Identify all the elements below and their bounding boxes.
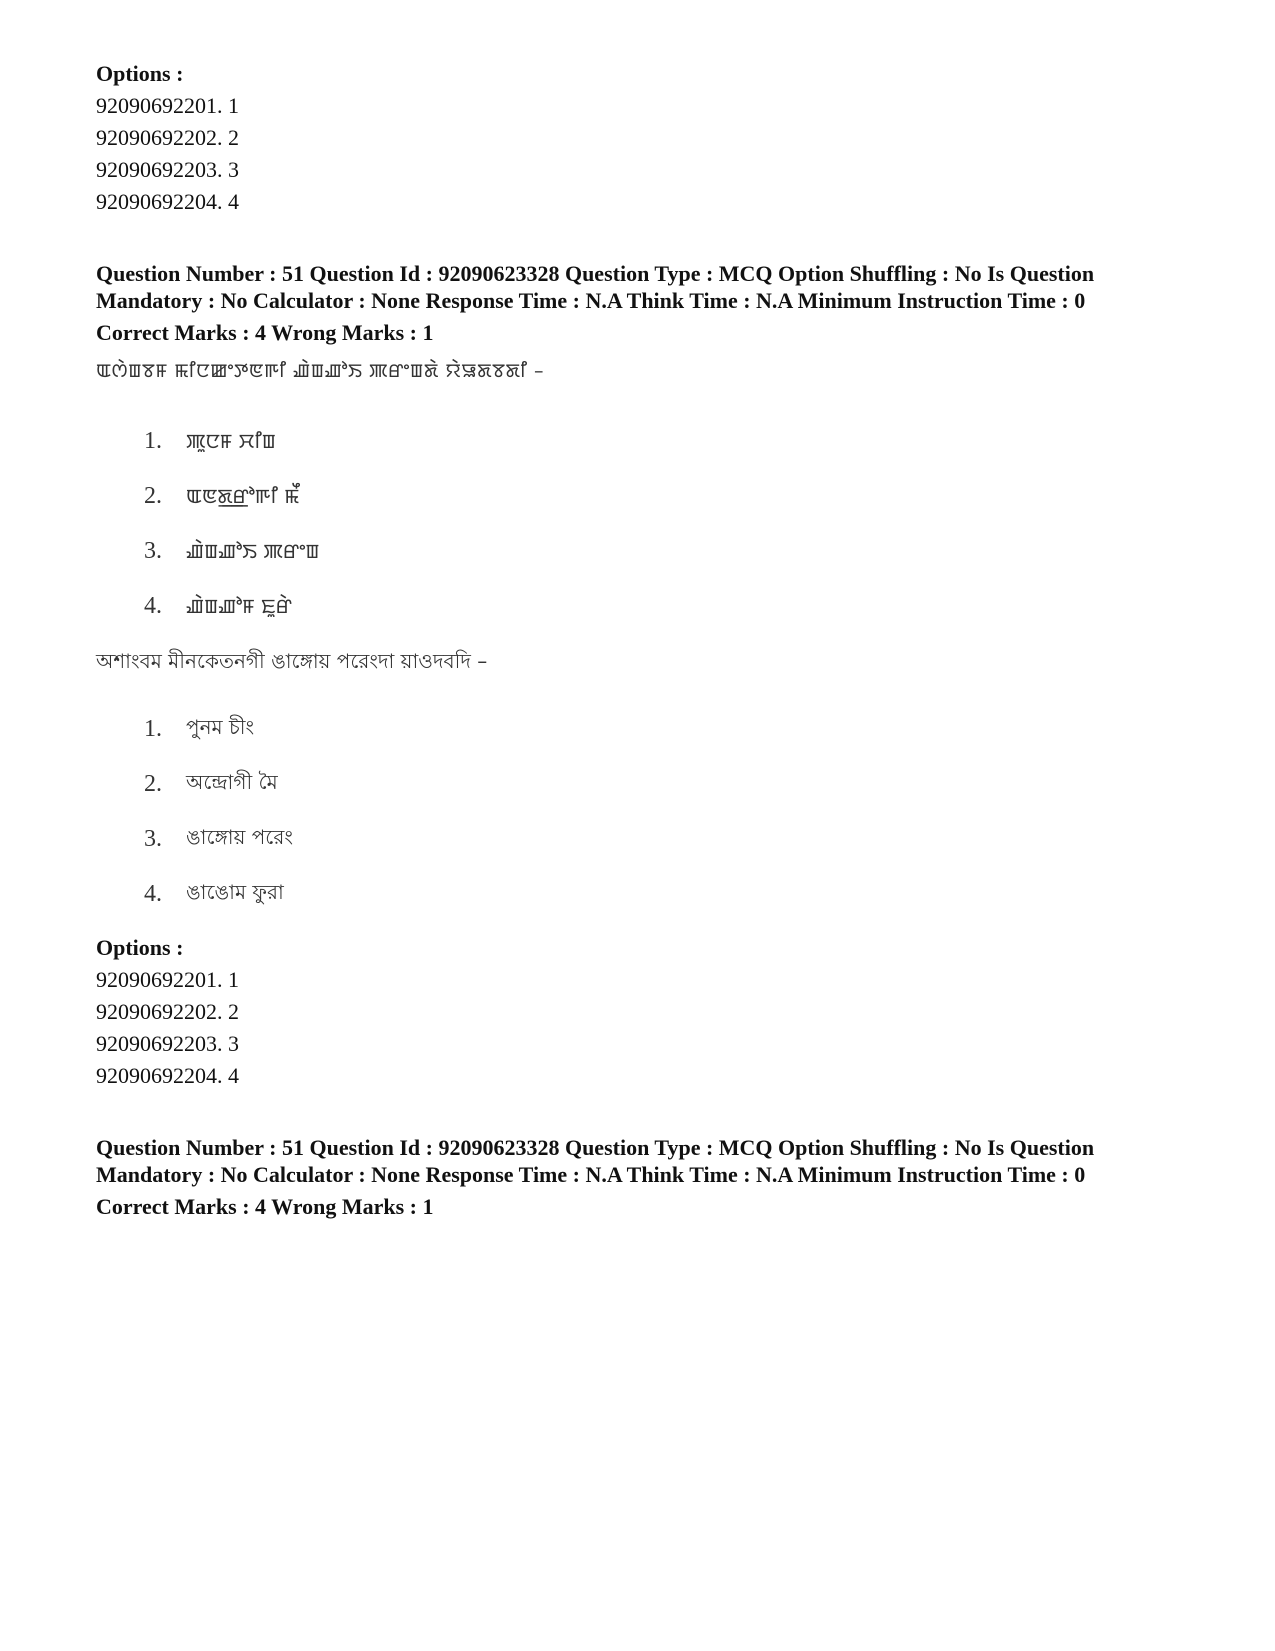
option-line: 92090692202. 2 bbox=[96, 999, 239, 1024]
choice-item bbox=[96, 414, 1186, 469]
options-block-top bbox=[96, 58, 1186, 218]
options-heading: Options : bbox=[96, 61, 184, 86]
choice-text: ঙাঙ্গোয় পরেং bbox=[186, 825, 293, 849]
choice-text: পুনম চীং bbox=[186, 715, 255, 739]
choice-text: অন্দ্রোগী মৈ bbox=[186, 770, 278, 794]
choice-number: 3. bbox=[144, 826, 162, 852]
question-stem-bengali: অশাংবম মীনকেতনগী ঙাঙ্গোয় পরেংদা য়াওদবদি – bbox=[96, 649, 488, 673]
options-heading: Options : bbox=[96, 935, 184, 960]
choice-number: 4. bbox=[144, 881, 162, 907]
choice-number: 1. bbox=[144, 716, 162, 742]
choice-number: 1. bbox=[144, 428, 162, 454]
option-line: 92090692204. 4 bbox=[96, 1063, 239, 1088]
choice-item bbox=[96, 469, 1186, 524]
next-question-block bbox=[96, 1134, 1186, 1220]
options-block-bottom bbox=[96, 932, 1186, 1092]
choice-list-bengali bbox=[96, 702, 1186, 922]
choice-number: 3. bbox=[144, 538, 162, 564]
question-marks: Correct Marks : 4 Wrong Marks : 1 bbox=[96, 1194, 434, 1219]
choice-number: 2. bbox=[144, 771, 162, 797]
question-block bbox=[96, 260, 1186, 922]
option-line: 92090692203. 3 bbox=[96, 157, 239, 182]
choice-text: ꯉꯥꯡꯉꯣꯝ ꯐꯨꯔꯥ bbox=[186, 594, 293, 618]
option-line: 92090692204. 4 bbox=[96, 189, 239, 214]
choice-number: 2. bbox=[144, 483, 162, 509]
question-header: Question Number : 51 Question Id : 92090623328 Question Type : MCQ Option Shuffling : No Is Question Mandatory : No Calculator : None Response Time : N.A Think Time : N.A Minimum Instruction Time : 0 bbox=[96, 1135, 1095, 1187]
option-line: 92090692201. 1 bbox=[96, 967, 239, 992]
choice-text: ꯉꯥꯡꯉꯣꯏ ꯄꯔꯦꯡ bbox=[186, 539, 320, 563]
choice-text: ꯑꯟꯗ꯭ꯔꯣꯒꯤ ꯃꯩ bbox=[186, 484, 300, 508]
choice-number: 4. bbox=[144, 593, 162, 619]
choice-item bbox=[96, 579, 1186, 634]
option-line: 92090692202. 2 bbox=[96, 125, 239, 150]
option-line: 92090692203. 3 bbox=[96, 1031, 239, 1056]
question-stem-meetei: ꯑꯁꯥꯡꯕꯝ ꯃꯤꯅꯀꯦꯇꯟꯒꯤ ꯉꯥꯡꯉꯣꯏ ꯄꯔꯦꯡꯗꯥ ꯌꯥꯎꯗꯕꯗꯤ – bbox=[96, 360, 545, 382]
choice-list-meetei bbox=[96, 414, 1186, 634]
choice-text: ꯄꯨꯅꯝ ꯆꯤꯡ bbox=[186, 429, 276, 453]
choice-text: ঙাঙোম ফুরা bbox=[186, 880, 284, 904]
document-page bbox=[96, 58, 1186, 1220]
question-header: Question Number : 51 Question Id : 92090623328 Question Type : MCQ Option Shuffling : No Is Question Mandatory : No Calculator : None Response Time : N.A Think Time : N.A Minimum Instruction Time : 0 bbox=[96, 261, 1095, 313]
question-marks: Correct Marks : 4 Wrong Marks : 1 bbox=[96, 320, 434, 345]
choice-item bbox=[96, 702, 1186, 757]
choice-item bbox=[96, 867, 1186, 922]
option-line: 92090692201. 1 bbox=[96, 93, 239, 118]
choice-item bbox=[96, 524, 1186, 579]
choice-item bbox=[96, 757, 1186, 812]
choice-item bbox=[96, 812, 1186, 867]
